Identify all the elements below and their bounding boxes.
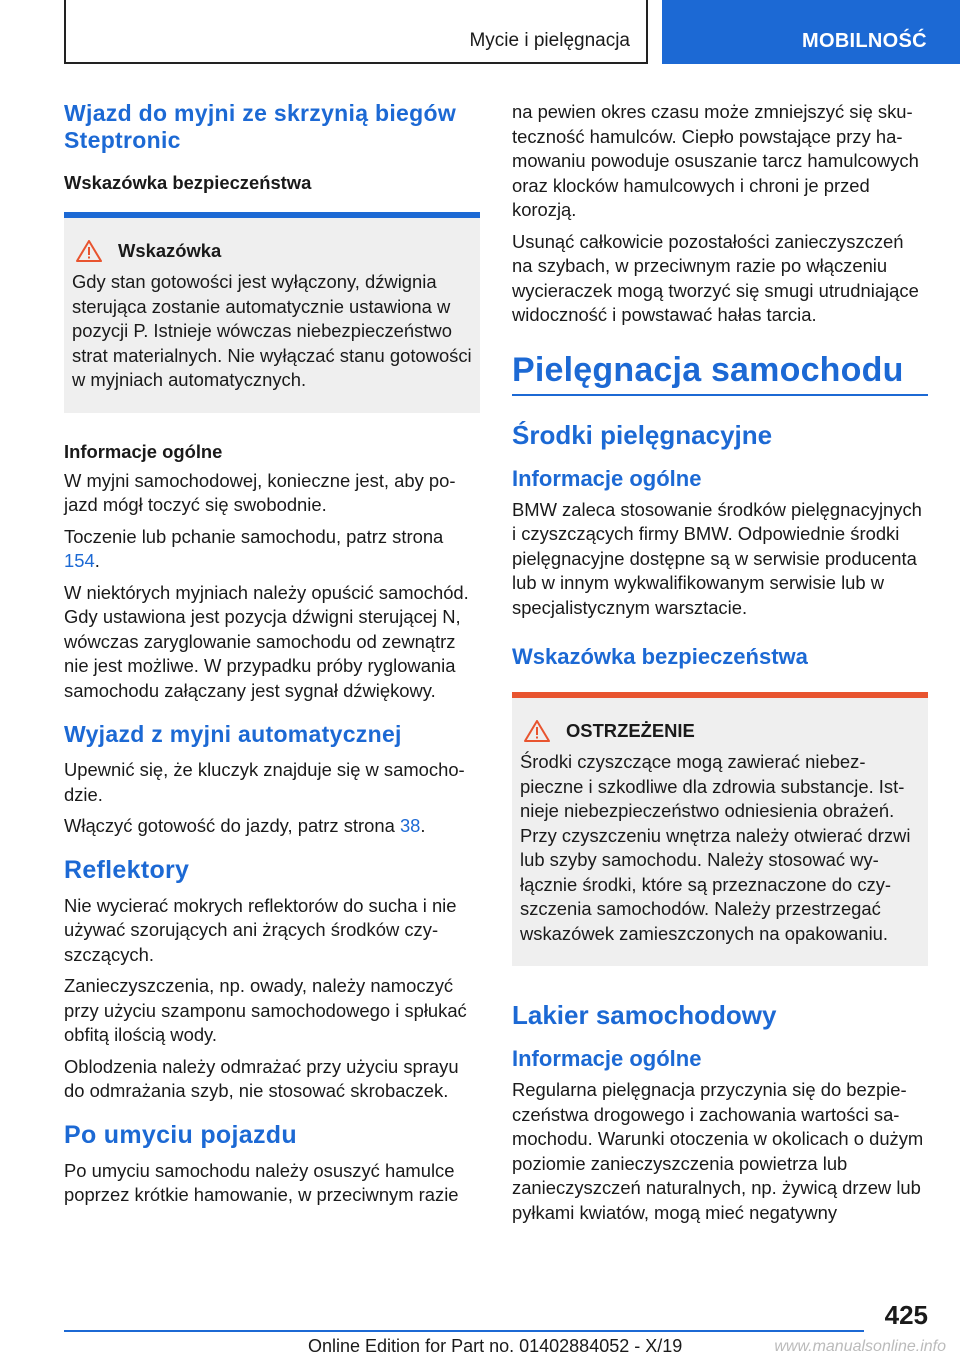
warning-triangle-icon <box>76 240 102 262</box>
paragraph: Oblodzenia należy odmrażać przy użyciu sprayu do odmrażania szyb, nie stosować skrobaczek. <box>64 1055 459 1101</box>
header-section-title: Mycie i pielęgnacja <box>469 30 630 51</box>
paragraph: na pewien okres czasu może zmniejszyć się skuteczność hamulców. Ciepło powstające przy hamowaniu powoduje osuszanie tarcz hamulcowych oraz klocków hamulcowych i chroni je przed korozją. <box>512 101 919 220</box>
paragraph: BMW zaleca stosowanie środków pielęgnacyjnych i czyszczących firmy BMW. Odpowiednie środki pielęgnacyjne dostępne są w serwisie producenta lub w innym wykwalifikowanym serwisie lub w specjalistycznym warsztacie. <box>512 498 922 618</box>
heading-general-info-right-2: Informacje ogólne <box>512 1046 702 1071</box>
heading-paint: Lakier samochodowy <box>512 1000 777 1030</box>
paragraph: Regularna pielęgnacja przyczynia się do bezpieczeństwa drogowego i zachowania wartości samochodu. Warunki otoczenia w okolicach o dużym poziomie zanieczyszczenia powietrza lub zanieczyszczeń naturalnych, np. żywicą drzew lub pyłkami kwiatów, mogą mieć negatywny <box>512 1079 924 1223</box>
notice-title-text: Wskazówka <box>118 240 222 261</box>
right-column <box>512 100 928 1232</box>
notice-title <box>72 240 472 262</box>
paragraph-with-link: Toczenie lub pchanie samochodu, patrz strona 154. <box>64 525 444 571</box>
heading-safety-note-right: Wskazówka bezpieczeństwa <box>512 644 808 669</box>
warning-triangle-icon <box>524 720 550 742</box>
paragraph: Nie wycierać mokrych reflektorów do sucha i nie używać szorujących ani żrących środków czyszczących. <box>64 894 457 965</box>
warning-box <box>512 692 928 966</box>
notice-text: Gdy stan gotowości jest wyłączony, dźwignia sterująca zostanie automatycznie ustawiona w pozycji P. Istnieje wówczas niebezpieczeństwo strat materialnych. Nie wyłączać stanu gotowości w myjniach automatycznych. <box>72 271 472 390</box>
paragraph: W myjni samochodowej, konieczne jest, aby pojazd mógł toczyć się swobodnie. <box>64 469 456 515</box>
heading-after-wash: Po umyciu pojazdu <box>64 1120 297 1149</box>
paragraph-with-link: Włączyć gotowość do jazdy, patrz strona 38. <box>64 815 426 836</box>
header-section-box <box>64 0 648 64</box>
footer-divider <box>64 1330 864 1332</box>
footer-watermark: www.manualsonline.info <box>774 1338 946 1355</box>
heading-exit-wash: Wyjazd z myjni automatycznej <box>64 721 402 747</box>
heading-care-products: Środki pielęgnacyjne <box>512 419 773 450</box>
heading-general-info: Informacje ogólne <box>64 440 223 462</box>
heading-general-info-right: Informacje ogólne <box>512 465 702 491</box>
notice-box <box>64 212 480 413</box>
warning-title <box>520 720 920 742</box>
page-link-38[interactable]: 38 <box>399 815 421 836</box>
paragraph: Po umyciu samochodu należy osuszyć hamulce poprzez krótkie hamowanie, w przeciwnym razie <box>64 1159 459 1205</box>
heading-car-care-block <box>512 350 928 396</box>
heading-safety-note: Wskazówka bezpieczeństwa <box>64 172 312 193</box>
paragraph: W niektórych myjniach należy opuścić samochód. Gdy ustawiona jest pozycja dźwigni sterującej N, wówczas zaryglowanie samochodu od zewnątrz nie jest możliwe. W przypadku próby ryglowania samochodu załączany jest sygnał dźwiękowy. <box>64 581 469 701</box>
warning-text: Środki czyszczące mogą zawierać niebezpieczne i szkodliwe dla zdrowia substancje. Istnieje niebezpieczeństwo odniesienia obrażeń. Przy czyszczeniu wnętrza należy otwierać drzwi lub szyby samochodu. Należy stosować wyłącznie środki, które są przeznaczone do czyszczenia samochodów. Należy przestrzegać wskazówek zamieszczonych na opakowaniu. <box>520 751 911 944</box>
heading-car-care: Pielęgnacja samochodu <box>512 350 904 389</box>
page-link-154[interactable]: 154 <box>64 550 95 571</box>
warning-title-text: OSTRZEŻENIE <box>566 720 695 741</box>
paragraph: Upewnić się, że kluczyk znajduje się w samochodzie. <box>64 759 465 805</box>
header-chapter-tab: MOBILNOŚĆ <box>662 0 960 64</box>
heading-steptronic: Wjazd do myjni ze skrzynią biegów Steptronic <box>64 100 457 153</box>
paragraph: Zanieczyszczenia, np. owady, należy namoczyć przy użyciu szamponu samochodowego i spłukać obfitą ilością wody. <box>64 975 467 1045</box>
page-number: 425 <box>884 1300 928 1330</box>
left-column <box>64 100 480 1215</box>
footer-edition: Online Edition for Part no. 01402884052 - X/19 <box>308 1336 683 1356</box>
paragraph: Usunąć całkowicie pozostałości zanieczyszczeń na szybach, w przeciwnym razie po włączeniu wycieraczek mogą tworzyć się smugi utrudniające widoczność i powstawać hałas tarcia. <box>512 230 919 325</box>
heading-headlights: Reflektory <box>64 855 190 884</box>
